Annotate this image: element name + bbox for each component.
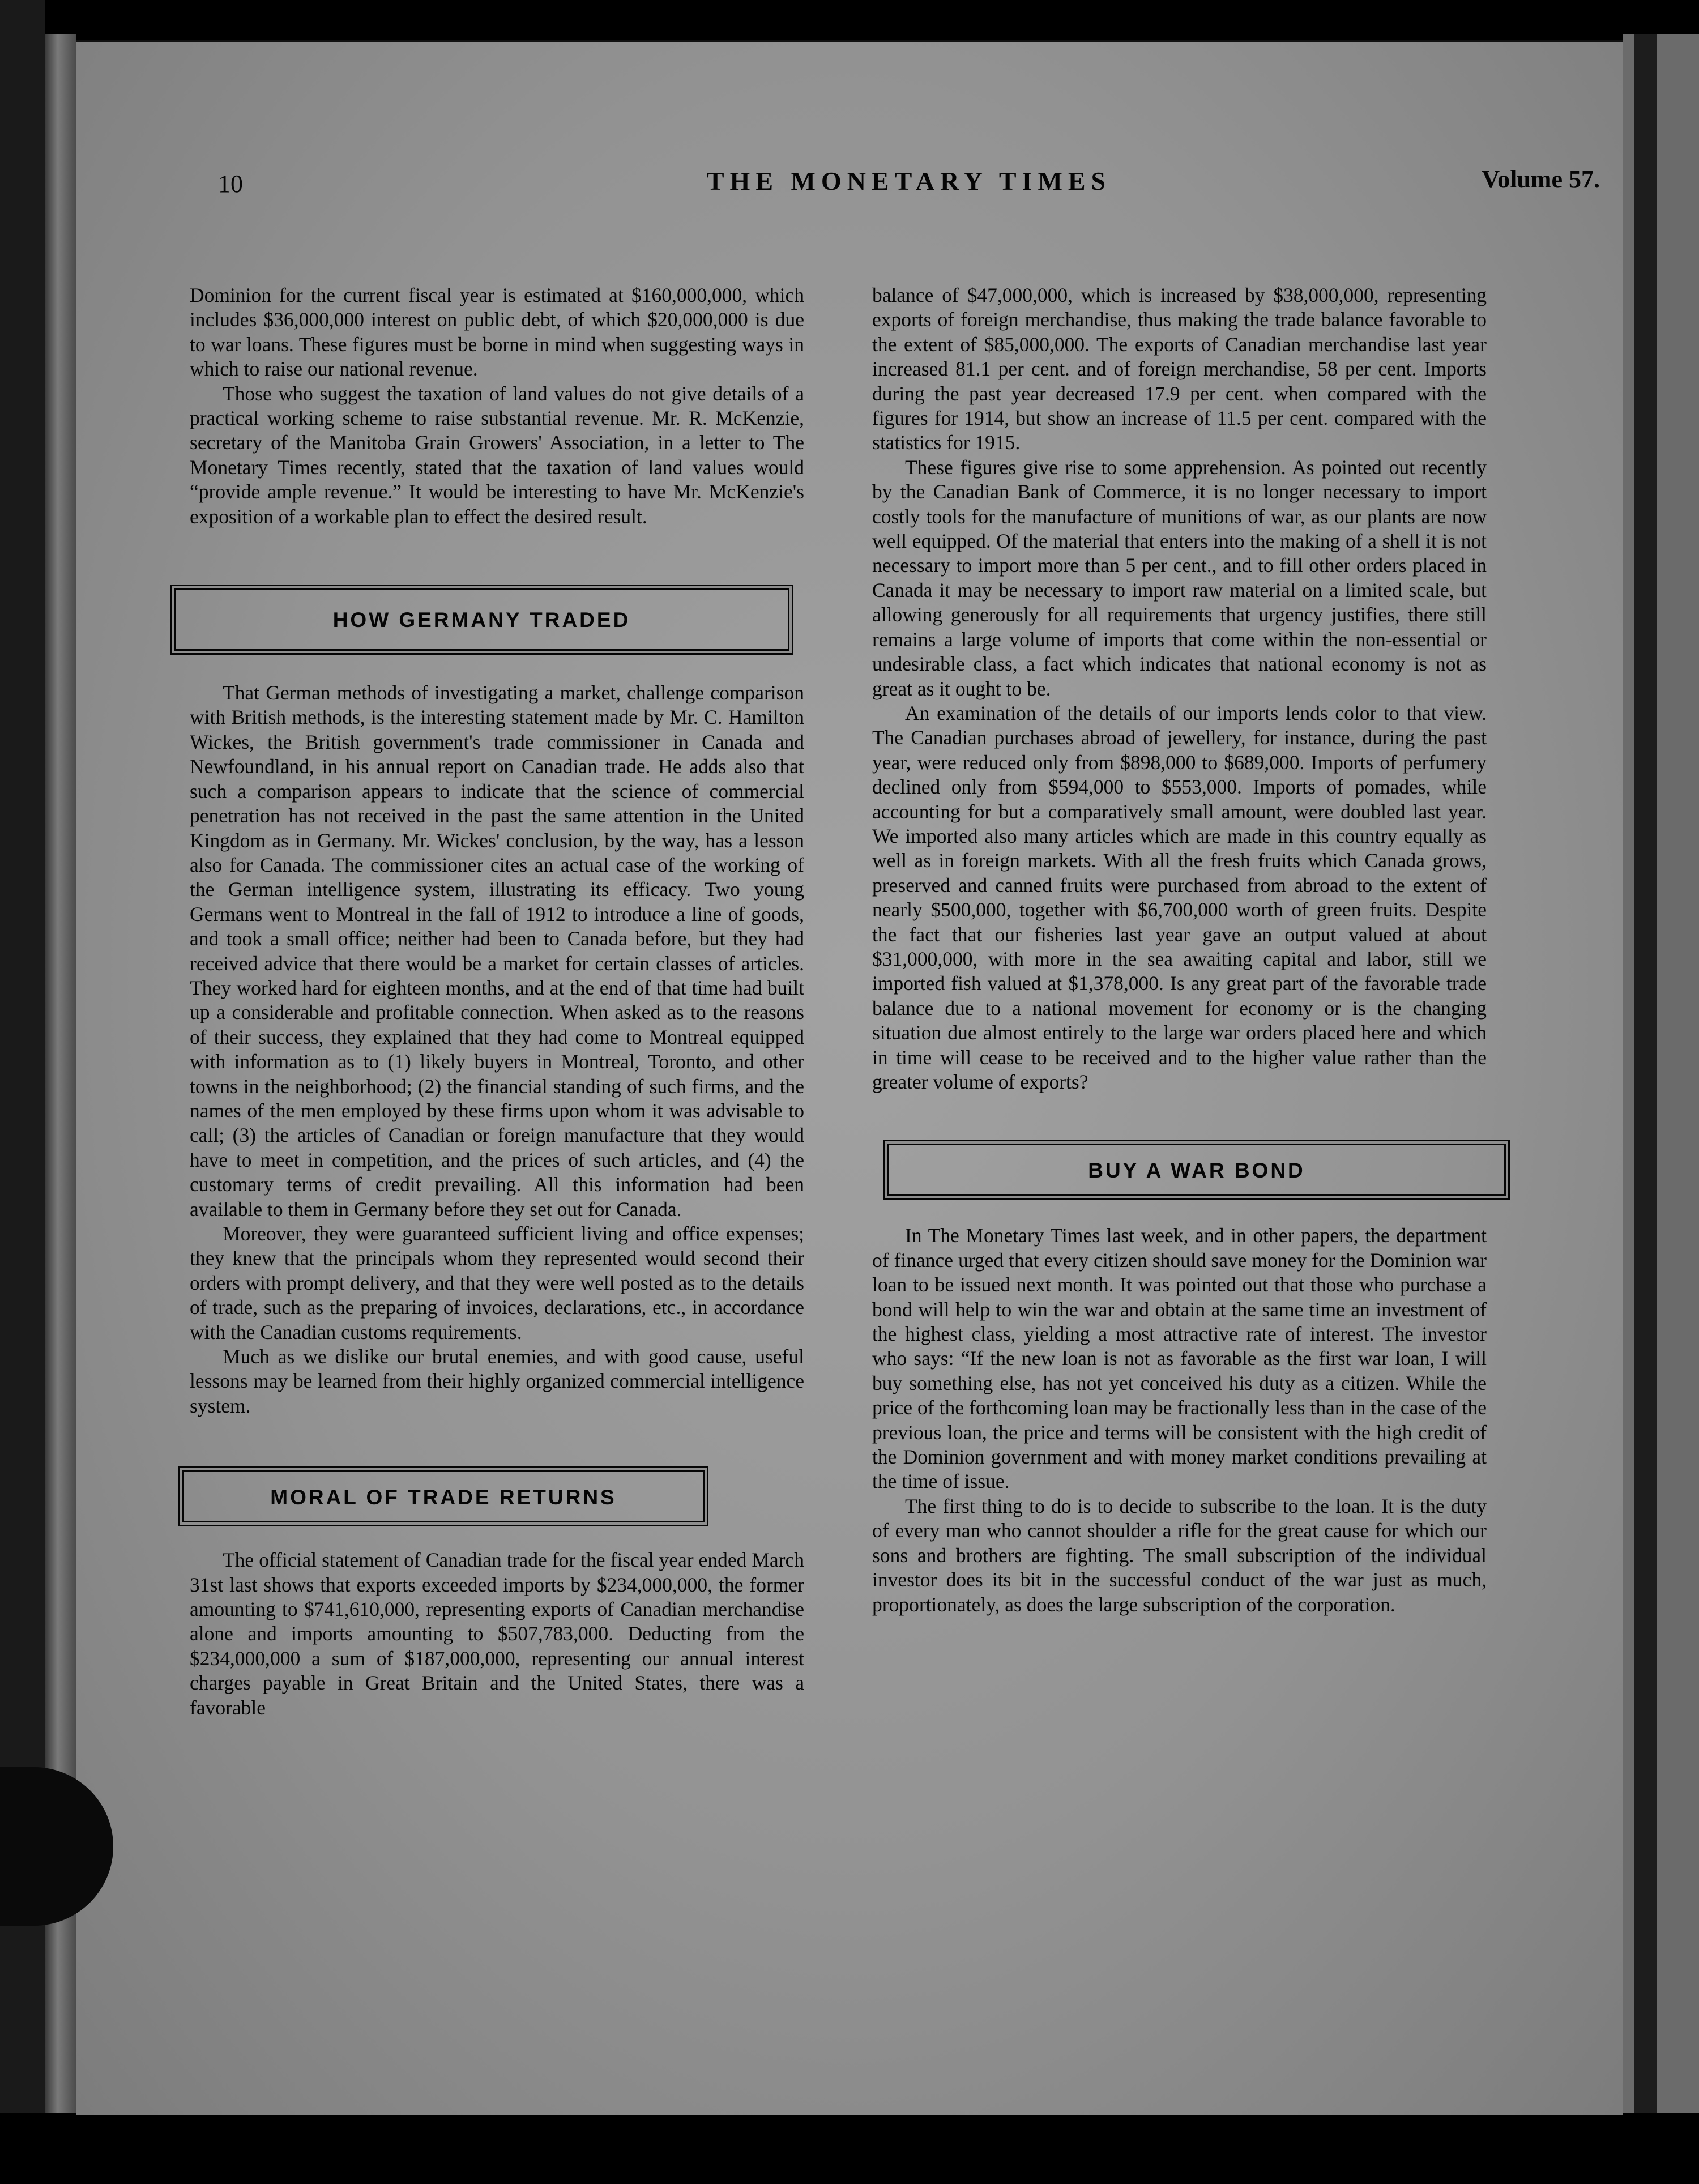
paragraph: These figures give rise to some apprehension. As pointed out recently by the Canadian Bank of Commerce, it is no longer necessary to import costly tools for the manufacture of munitions of war, as our plants are now well equipped. Of the material that enters into the making of a shell it is not necessary to import more than 5 per cent., and to fill other orders placed in Canada it may be necessary to import raw material on a limited scale, but allowing generously for all requirements that urgency justifies, there still remains a large volume of imports that come within the non-essential or undesirable class, a fact which indicates that national economy is not as great as it ought to be.	[872, 455, 1487, 700]
newspaper-page	[76, 42, 1623, 2115]
paragraph: Those who suggest the taxation of land values do not give details of a practical working scheme to raise substantial revenue. Mr. R. McKenzie, secretary of the Manitoba Grain Growers' Association, in a letter to The Monetary Times recently, stated that the taxation of land values would “provide ample revenue.” It would be interesting to have Mr. McKenzie's exposition of a workable plan to effect the desired result.	[190, 382, 804, 528]
section-heading-box	[178, 1466, 708, 1526]
paragraph: That German methods of investigating a market, challenge comparison with British methods, is the interesting statement made by Mr. C. Hamilton Wickes, the British government's trade commissioner in Canada and Newfoundland, in his annual report on Canadian trade. He adds also that such a comparison appears to indicate that the science of commercial penetration has not received in the past the same attention in the United Kingdom as in Germany. Mr. Wickes' conclusion, by the way, has a lesson also for Canada. The commissioner cites an actual case of the working of the German intelligence system, illustrating its efficacy. Two young Germans went to Montreal in the fall of 1912 to introduce a line of goods, and took a small office; neither had been to Canada before, but they had received advice that there would be a market for certain classes of articles. They worked hard for eighteen months, and at the end of that time had built up a considerable and profitable connection. When asked as to the reasons of their success, they explained that they had come to Montreal equipped with information as to (1) likely buyers in Montreal, Toronto, and other towns in the neighborhood; (2) the financial standing of such firms, and the names of the men employed by these firms upon whom it was advisable to call; (3) the articles of Canadian or foreign manufacture that they would have to meet in competition, and the prices of such articles, and (4) the customary terms of credit prevailing. All this information had been available to them in Germany before they set out for Canada.	[190, 681, 804, 1221]
paragraph: In The Monetary Times last week, and in other papers, the department of finance urged that every citizen should save money for the Dominion war loan to be issued next month. It was pointed out that those who purchase a bond will help to win the war and obtain at the same time an investment of the highest class, yielding a most attractive rate of interest. The investor who says: “If the new loan is not as favorable as the first war loan, I will buy something else, has not yet conceived his duty as a citizen. While the price of the forthcoming loan may be fractionally less than in the case of the previous loan, the price and terms will be consistent with the high credit of the Dominion government and with money market conditions prevailing at the time of issue.	[872, 1224, 1487, 1493]
right-column	[872, 283, 1487, 1617]
section-heading: MORAL OF TRADE RETURNS	[270, 1486, 617, 1509]
left-column	[190, 283, 804, 1720]
volume-label: Volume 57.	[1482, 165, 1600, 193]
paragraph: balance of $47,000,000, which is increased by $38,000,000, representing exports of foreign merchandise, thus making the trade balance favorable to the extent of $85,000,000. The exports of Canadian merchandise last year increased 81.1 per cent. and of foreign merchandise, 58 per cent. Imports during the past year decreased 17.9 per cent. when compared with the figures for 1914, but show an increase of 11.5 per cent. compared with the statistics for 1915.	[872, 284, 1487, 454]
section-heading: BUY A WAR BOND	[1088, 1159, 1305, 1183]
section-heading-box	[170, 585, 793, 655]
paragraph: Moreover, they were guaranteed sufficient living and office expenses; they knew that the principals whom they represented would second their orders with prompt delivery, and that they were well posted as to the details of trade, such as the preparing of invoices, declarations, etc., in accordance with the Canadian customs requirements.	[190, 1222, 804, 1343]
scan-border-top	[0, 0, 1699, 40]
paragraph: The official statement of Canadian trade for the fiscal year ended March 31st last shows that exports exceeded imports by $234,000,000, the former amounting to $741,610,000, representing exports of Canadian merchandise alone and imports amounting to $507,783,000. Deducting from the $234,000,000 a sum of $187,000,000, representing our annual interest charges payable in Great Britain and the United States, there was a favorable	[190, 1549, 804, 1719]
section-heading: HOW GERMANY TRADED	[332, 608, 631, 632]
page-header	[218, 161, 1600, 212]
scan-border-bottom	[0, 2113, 1699, 2184]
paragraph: The first thing to do is to decide to subscribe to the loan. It is the duty of every man who cannot shoulder a rifle for the great cause for which our sons and brothers are fighting. The small subscription of the individual investor does its bit in the successful conduct of the war just as much, proportionately, as does the large subscription of the corporation.	[872, 1494, 1487, 1616]
paragraph: Much as we dislike our brutal enemies, and with good cause, useful lessons may be learned from their highly organized commercial intelligence system.	[190, 1345, 804, 1417]
paragraph: Dominion for the current fiscal year is estimated at $160,000,000, which includes $36,000,000 interest on public debt, of which $20,000,000 is due to war loans. These figures must be borne in mind when suggesting ways in which to raise our national revenue.	[190, 284, 804, 381]
paragraph: An examination of the details of our imports lends color to that view. The Canadian purchases abroad of jewellery, for instance, during the past year, were reduced only from $898,000 to $689,000. Imports of perfumery declined only from $594,000 to $553,000. Imports of pomades, while accounting for but a comparatively small amount, were doubled last year. We imported also many articles which are made in this country equally as well as in foreign markets. With all the fresh fruits which Canada grows, preserved and canned fruits were purchased from abroad to the extent of nearly $500,000, together with $6,700,000 worth of green fruits. Despite the fact that our fisheries last year gave an output valued at about $31,000,000, with more in the sea awaiting capital and labor, still we imported fish valued at $1,378,000. Is any great part of the favorable trade balance due to a national movement for economy or is the changing situation due almost entirely to the large war orders placed here and which in time will cease to be received and to the higher value rather than the greater volume of exports?	[872, 701, 1487, 1093]
publication-title: THE MONETARY TIMES	[706, 167, 1112, 195]
page-number: 10	[218, 170, 243, 198]
scan-border-right	[1623, 34, 1699, 2118]
section-heading-box	[883, 1140, 1510, 1200]
